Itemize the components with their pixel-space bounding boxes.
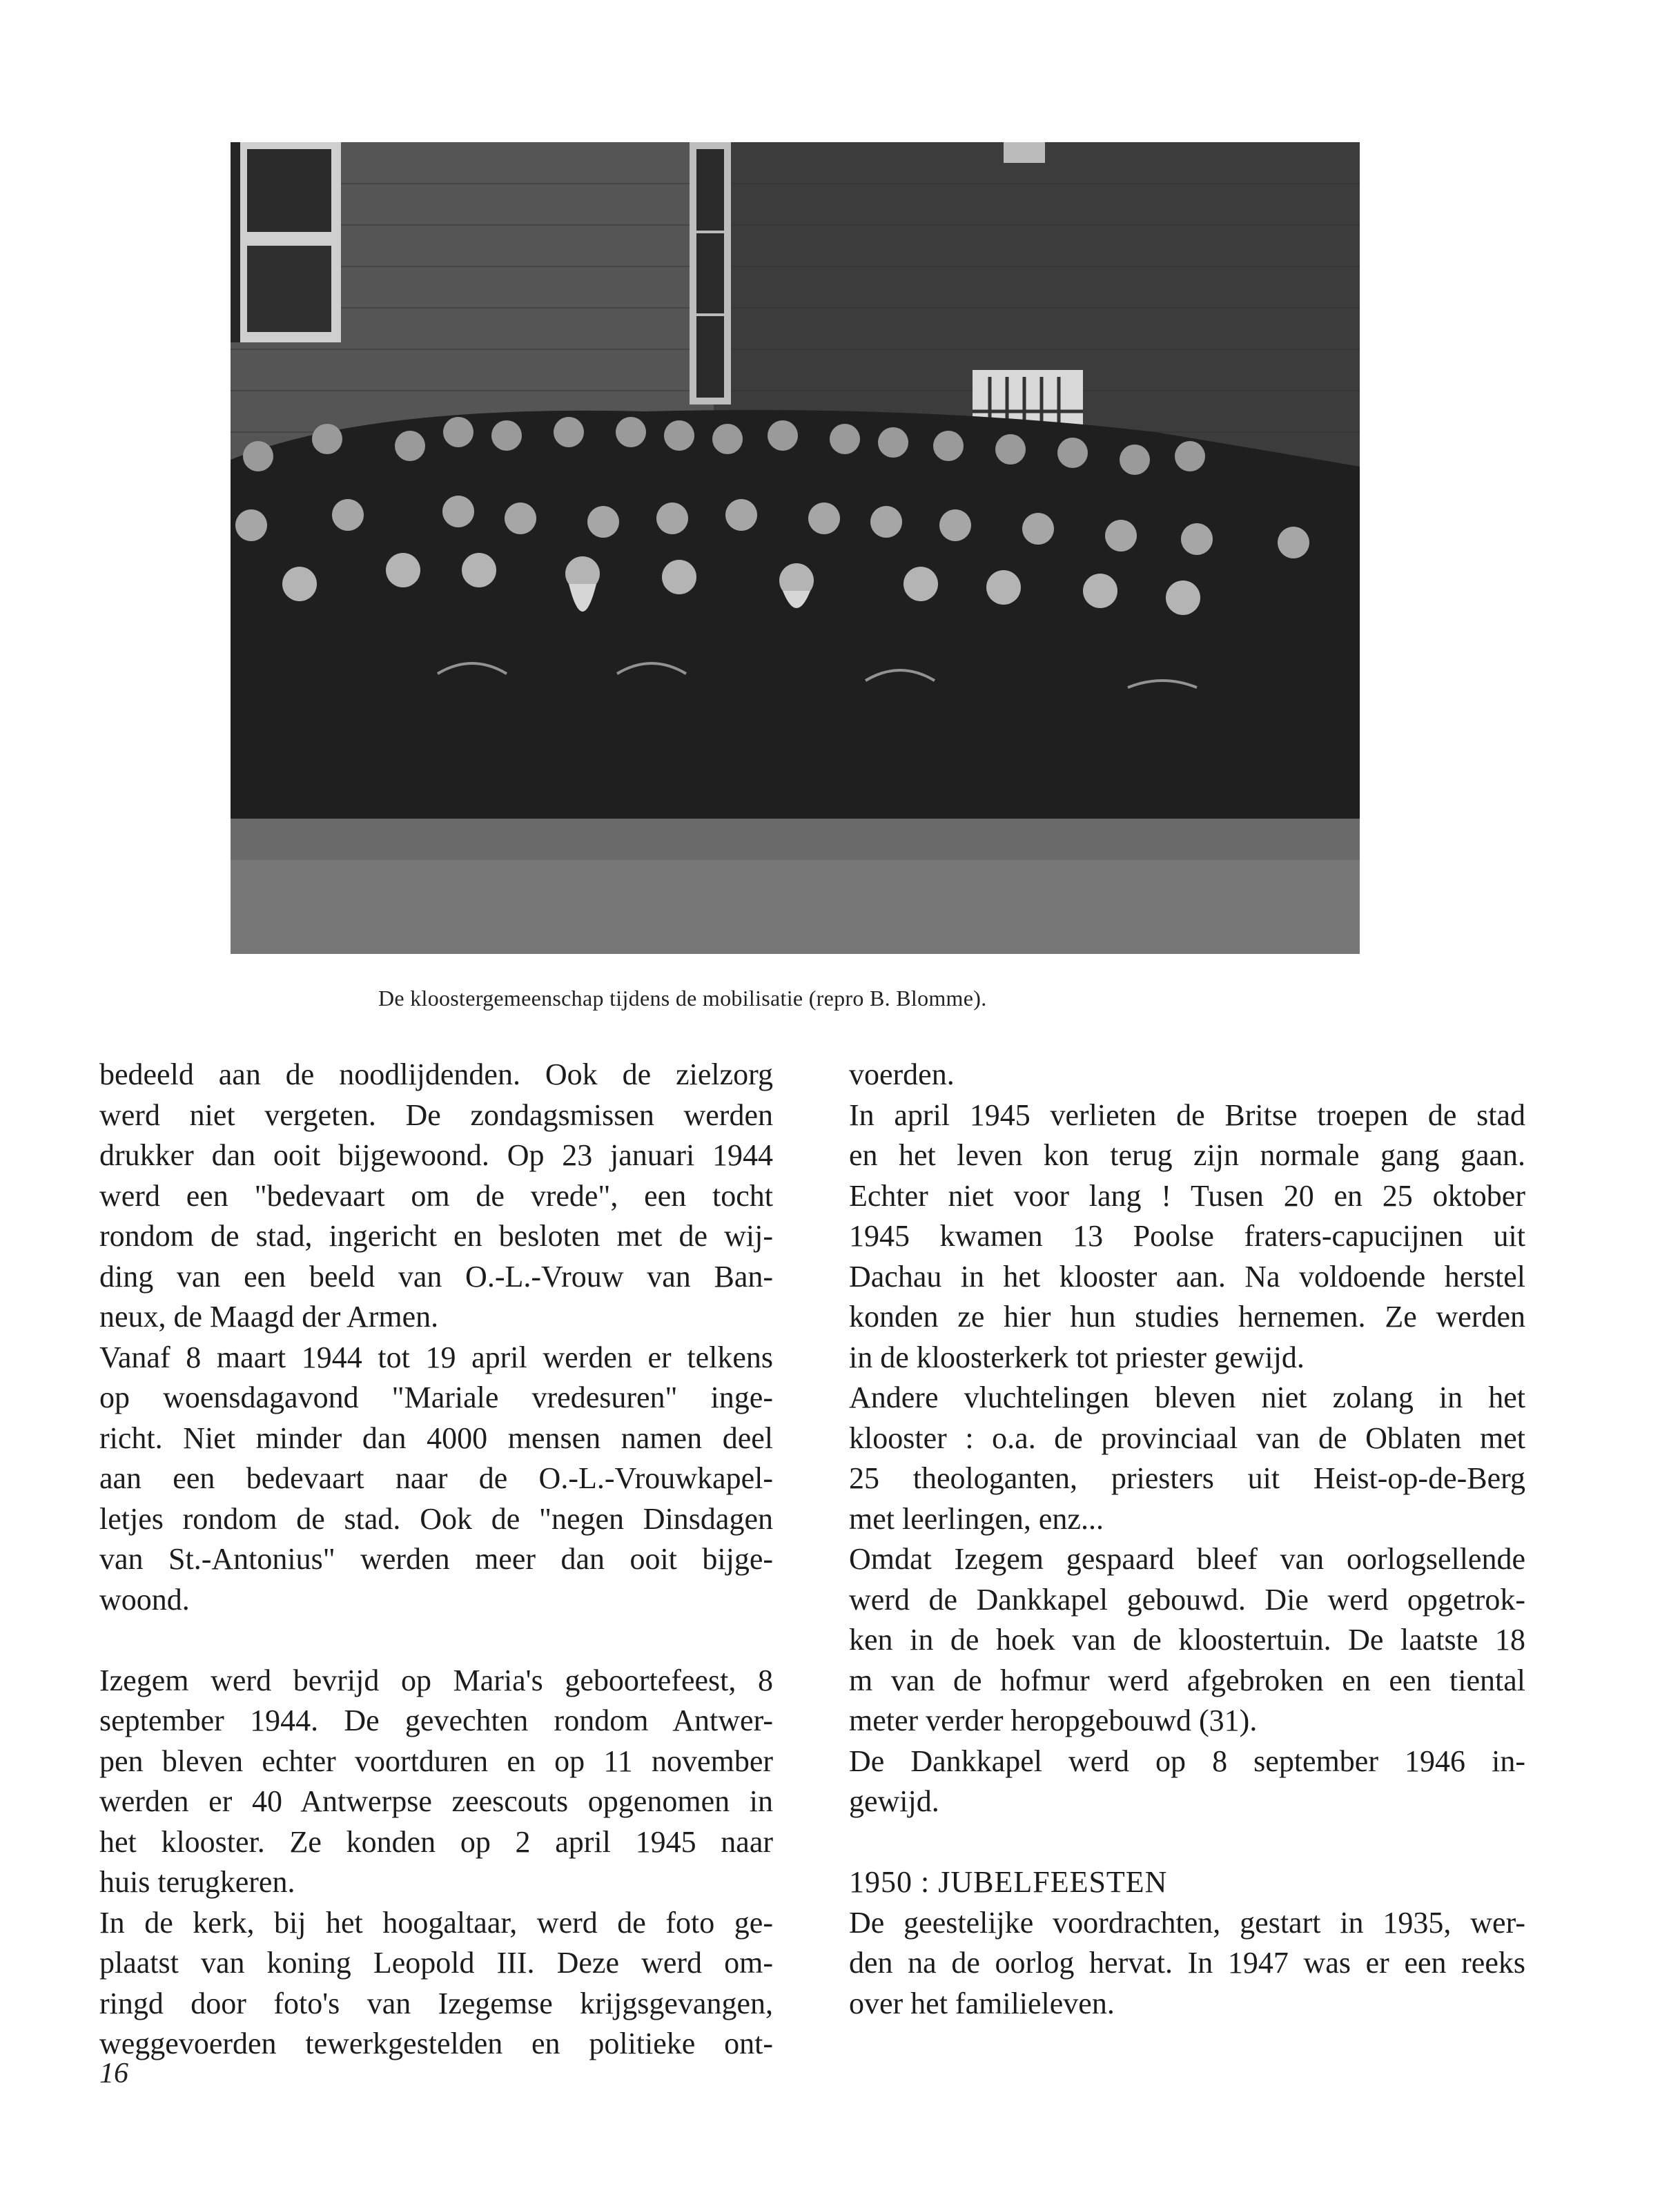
text-line: meter verder heropgebouwd (31). bbox=[849, 1704, 1258, 1737]
text-line: en het leven kon terug zijn normale gang gaan. bbox=[849, 1138, 1525, 1172]
text-line: over het familieleven. bbox=[849, 1986, 1115, 2020]
text-line: konden ze hier hun studies hernemen. Ze werden bbox=[849, 1300, 1525, 1334]
text-line: richt. Niet minder dan 4000 mensen namen deel bbox=[99, 1421, 773, 1455]
photo-caption: De kloostergemeenschap tijdens de mobilisatie (repro B. Blomme). bbox=[378, 986, 987, 1011]
text-line: gewijd. bbox=[849, 1784, 939, 1818]
text-line: september 1944. De gevechten rondom Antwer- bbox=[99, 1704, 773, 1737]
text-line: m van de hofmur werd afgebroken en een tiental bbox=[849, 1663, 1525, 1697]
text-line: De geestelijke voordrachten, gestart in 1935, wer- bbox=[849, 1905, 1525, 1940]
text-line: In de kerk, bij het hoogaltaar, werd de foto ge- bbox=[99, 1905, 773, 1940]
paragraph-gap bbox=[99, 1620, 773, 1661]
left-column bbox=[99, 1055, 773, 2065]
text-line: letjes rondom de stad. Ook de "negen Dinsdagen bbox=[99, 1501, 773, 1536]
right-column bbox=[849, 1055, 1525, 2024]
text-line: in de kloosterkerk tot priester gewijd. bbox=[849, 1340, 1305, 1374]
text-line: ding van een beeld van O.-L.-Vrouw van Ban- bbox=[99, 1259, 773, 1294]
text-line: werd de Dankkapel gebouwd. Die werd opgetrok- bbox=[849, 1582, 1525, 1617]
text-line: pen bleven echter voortduren en op 11 november bbox=[99, 1744, 773, 1778]
text-line: voerden. bbox=[849, 1057, 955, 1091]
text-line: op woensdagavond "Mariale vredesuren" inge- bbox=[99, 1381, 773, 1414]
text-line: ringd door foto's van Izegemse krijgsgevangen, bbox=[99, 1986, 773, 2020]
text-line: In april 1945 verlieten de Britse troepen de stad bbox=[849, 1098, 1525, 1132]
text-line: Izegem werd bevrijd op Maria's geboortefeest, 8 bbox=[99, 1663, 773, 1697]
text-line: werd een "bedevaart om de vrede", een tocht bbox=[99, 1178, 773, 1213]
text-line: aan een bedevaart naar de O.-L.-Vrouwkapel- bbox=[99, 1461, 773, 1495]
text-line: rondom de stad, ingericht en besloten met de wij- bbox=[99, 1219, 773, 1253]
text-line: neux, de Maagd der Armen. bbox=[99, 1300, 439, 1334]
text-line: werden er 40 Antwerpse zeescouts opgenomen in bbox=[99, 1784, 773, 1818]
paragraph-gap bbox=[849, 1822, 1525, 1863]
text-line: woond. bbox=[99, 1582, 190, 1617]
text-line: klooster : o.a. de provinciaal van de Oblaten met bbox=[849, 1421, 1525, 1455]
page-number: 16 bbox=[99, 2058, 128, 2089]
text-line: Echter niet voor lang ! Tusen 20 en 25 oktober bbox=[849, 1178, 1525, 1213]
text-line: werd niet vergeten. De zondagsmissen werden bbox=[99, 1098, 773, 1132]
text-line: ken in de hoek van de kloostertuin. De laatste 18 bbox=[849, 1623, 1525, 1657]
group-photo bbox=[231, 142, 1360, 954]
text-line: van St.-Antonius" werden meer dan ooit bijge- bbox=[99, 1542, 773, 1576]
text-line: Vanaf 8 maart 1944 tot 19 april werden er telkens bbox=[99, 1340, 773, 1374]
text-line: huis terugkeren. bbox=[99, 1865, 295, 1899]
text-line: met leerlingen, enz... bbox=[849, 1501, 1104, 1536]
text-line: het klooster. Ze konden op 2 april 1945 naar bbox=[99, 1824, 773, 1859]
text-line: De Dankkapel werd op 8 september 1946 in- bbox=[849, 1744, 1525, 1778]
text-line: den na de oorlog hervat. In 1947 was er een reeks bbox=[849, 1946, 1525, 1980]
text-line: plaatst van koning Leopold III. Deze werd om- bbox=[99, 1946, 773, 1980]
section-heading: 1950 : JUBELFEESTEN bbox=[849, 1865, 1168, 1899]
text-line: 25 theologanten, priesters uit Heist-op-de-Berg bbox=[849, 1461, 1525, 1495]
text-line: Omdat Izegem gespaard bleef van oorlogsellende bbox=[849, 1542, 1525, 1576]
text-line: 1945 kwamen 13 Poolse fraters-capucijnen uit bbox=[849, 1219, 1525, 1253]
group-photo-illustration bbox=[231, 142, 1360, 954]
text-line: Andere vluchtelingen bleven niet zolang in het bbox=[849, 1381, 1525, 1414]
text-line: weggevoerden tewerkgestelden en politieke ont- bbox=[99, 2027, 773, 2060]
text-line: bedeeld aan de noodlijdenden. Ook de zielzorg bbox=[99, 1057, 773, 1091]
text-line: drukker dan ooit bijgewoond. Op 23 januari 1944 bbox=[99, 1138, 773, 1172]
text-line: Dachau in het klooster aan. Na voldoende herstel bbox=[849, 1259, 1525, 1294]
